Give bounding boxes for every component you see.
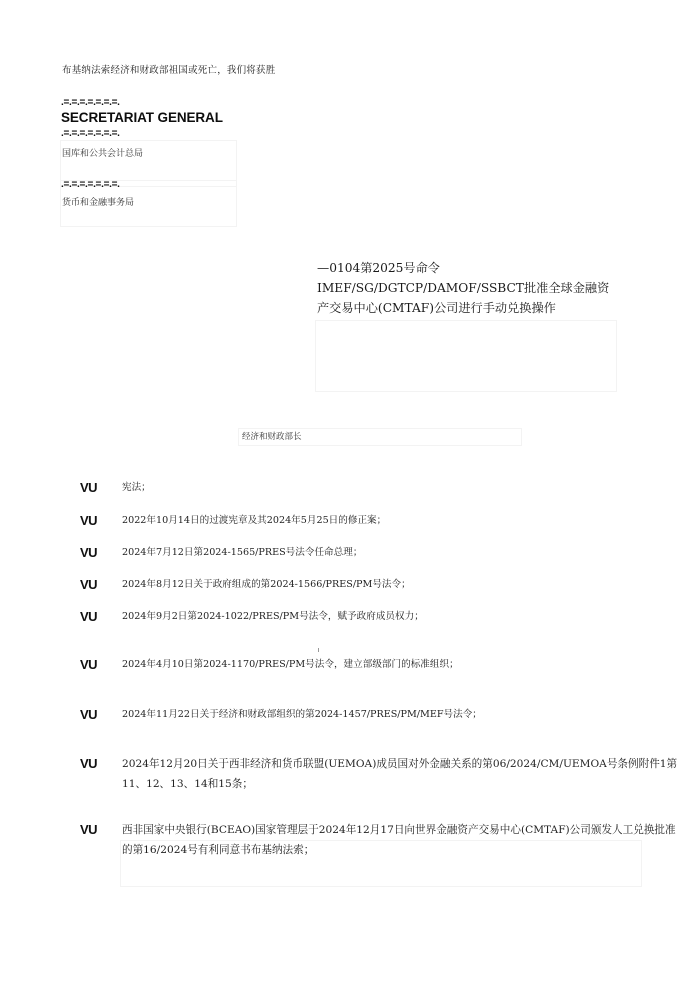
consideration-text: 西非国家中央银行(BCEAO)国家管理层于2024年12月17日向世界金融资产交易中心(CMTAF)公司颁发人工兑换批准的第16/2024号有利同意书布基纳法索； — [122, 824, 676, 856]
vu-marker: VU — [80, 822, 98, 837]
vu-marker: VU — [80, 609, 98, 624]
consideration-text: 2024年8月12日关于政府组成的第2024-1566/PRES/PM号法令； — [122, 579, 411, 590]
consideration-text: 2024年7月12日第2024-1565/PRES号法令任命总理； — [122, 547, 363, 558]
scan-artifact — [315, 320, 617, 392]
vu-marker: VU — [80, 480, 98, 495]
decree-title: —0104第2025号命令IMEF/SG/DGTCP/DAMOF/SSBCT批准全球金融资产交易中心(CMTAF)公司进行手动兑换操作 — [317, 261, 610, 315]
vu-marker: VU — [80, 577, 98, 592]
consideration-text: 2024年11月22日关于经济和财政部组织的第2024-1457/PRES/PM/MEF号法令； — [122, 709, 482, 720]
consideration-text: 2024年12月20日关于西非经济和货币联盟(UEMOA)成员国对外金融关系的第06/2024/CM/UEMOA号条例附件1第11、12、13、14和15条； — [122, 758, 678, 790]
consideration-item — [80, 545, 640, 562]
separator-line: .=.=.=.=.=.=.=. — [61, 97, 120, 108]
stray-mark — [318, 648, 319, 652]
vu-marker: VU — [80, 657, 98, 672]
consideration-item — [80, 756, 680, 794]
separator-line: .=.=.=.=.=.=.=. — [61, 128, 120, 139]
secretariat-title: SECRETARIAT GENERAL — [61, 110, 223, 125]
consideration-item — [80, 707, 640, 724]
vu-marker: VU — [80, 513, 98, 528]
consideration-text: 2022年10月14日的过渡宪章及其2024年5月25日的修正案； — [122, 515, 387, 526]
consideration-item — [80, 577, 640, 594]
authority-title: 经济和财政部长 — [242, 432, 302, 442]
consideration-text: 2024年4月10日第2024-1170/PRES/PM号法令，建立部级部门的标准组织； — [122, 659, 459, 670]
consideration-text: 宪法； — [122, 482, 151, 493]
department-monetary: 货币和金融事务局 — [62, 198, 135, 208]
consideration-item — [80, 822, 680, 860]
vu-marker: VU — [80, 545, 98, 560]
consideration-text: 2024年9月2日第2024-1022/PRES/PM号法令，赋予政府成员权力； — [122, 611, 424, 622]
consideration-item — [80, 513, 640, 530]
consideration-item — [80, 609, 640, 626]
department-treasury: 国库和公共会计总局 — [62, 149, 144, 159]
consideration-item — [80, 657, 640, 674]
national-motto: 布基纳法索经济和财政部祖国或死亡，我们将获胜 — [62, 65, 276, 76]
vu-marker: VU — [80, 756, 98, 771]
separator-line: .=.=.=.=.=.=.=. — [61, 179, 120, 190]
consideration-item — [80, 480, 640, 497]
vu-marker: VU — [80, 707, 98, 722]
